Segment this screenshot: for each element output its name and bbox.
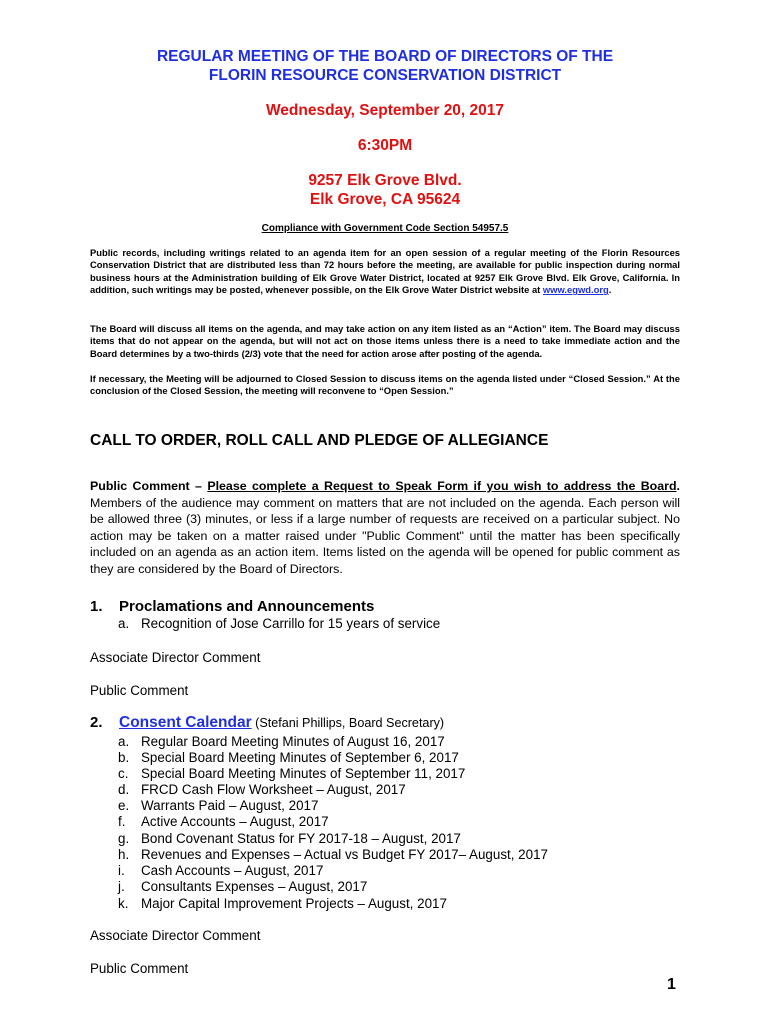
consent-item-letter: b. bbox=[118, 750, 130, 765]
consent-item-letter: f. bbox=[118, 814, 126, 829]
consent-item-text: Major Capital Improvement Projects – August, 2017 bbox=[141, 896, 447, 911]
item-1-heading bbox=[90, 598, 374, 615]
speak-form-period: . bbox=[676, 479, 680, 493]
consent-item bbox=[118, 814, 329, 830]
consent-item-text: FRCD Cash Flow Worksheet – August, 2017 bbox=[141, 782, 406, 797]
consent-item-letter: i. bbox=[118, 863, 125, 878]
consent-item bbox=[118, 734, 445, 750]
consent-item-letter: d. bbox=[118, 782, 130, 797]
consent-item-letter: g. bbox=[118, 831, 130, 846]
public-comment-label: Public Comment – bbox=[90, 479, 208, 493]
consent-item bbox=[118, 750, 459, 766]
call-to-order-heading: CALL TO ORDER, ROLL CALL AND PLEDGE OF ALLEGIANCE bbox=[90, 432, 549, 449]
item-1-subitem-text: Recognition of Jose Carrillo for 15 years of service bbox=[141, 616, 441, 631]
compliance-heading: Compliance with Government Code Section 54957.5 bbox=[261, 223, 509, 234]
consent-item-text: Consultants Expenses – August, 2017 bbox=[141, 879, 368, 894]
public-comment-body: Members of the audience may comment on matters that are not included on the agenda. Each person will be allowed three (3) minutes, or less if a large number of requests are received on a particular subject. No action may be taken on a matter raised under "Public Comment" until the matter has been specifically included on an agenda as an action item. Items listed on the agenda will be opened for public comment as they are considered by the Board of Directors. bbox=[90, 495, 680, 576]
item-2-heading bbox=[90, 714, 444, 732]
meeting-date: Wednesday, September 20, 2017 bbox=[265, 102, 505, 119]
consent-item-text: Special Board Meeting Minutes of September 6, 2017 bbox=[141, 750, 459, 765]
item-1-title: Proclamations and Announcements bbox=[119, 598, 375, 615]
item-1-subitem-letter: a. bbox=[118, 616, 130, 631]
item-2-number: 2. bbox=[90, 714, 103, 731]
consent-item bbox=[118, 847, 548, 863]
speak-form-request: Please complete a Request to Speak Form if you wish to address the Board bbox=[207, 479, 677, 493]
closed-session-paragraph: If necessary, the Meeting will be adjourned to Closed Session to discuss items on the agenda listed under “Closed Session.” At the conclusion of the Closed Session, the meeting will reconvene to “Open Session.” bbox=[90, 373, 680, 397]
consent-item bbox=[118, 896, 447, 912]
consent-item bbox=[118, 831, 461, 847]
board-discussion-paragraph: The Board will discuss all items on the agenda, and may take action on any item listed as an “Action” item. The Board may discuss items that do not appear on the agenda, but will not act on those items unless there is a need to take immediate action and the Board determines by a two-thirds (2/3) vote that the need for action arose after posting of the agenda. bbox=[90, 323, 680, 359]
consent-item-letter: a. bbox=[118, 734, 130, 749]
consent-item-letter: e. bbox=[118, 798, 130, 813]
item-1-number: 1. bbox=[90, 598, 103, 615]
consent-item bbox=[118, 879, 367, 895]
meeting-time: 6:30PM bbox=[357, 137, 413, 154]
meeting-address-line-1: 9257 Elk Grove Blvd. bbox=[308, 172, 462, 189]
agenda-title-line-2: FLORIN RESOURCE CONSERVATION DISTRICT bbox=[208, 67, 562, 84]
consent-item-letter: k. bbox=[118, 896, 129, 911]
consent-item bbox=[118, 798, 318, 814]
consent-item-letter: h. bbox=[118, 847, 130, 862]
public-records-text: Public records, including writings related to an agenda item for an open session of a regular meeting of the Florin Resources Conservation District that are distributed less than 72 hours before the meeting, are available for public inspection during normal business hours at the Administration building of Elk Grove Water District, located at 9257 Elk Grove Blvd. Elk Grove, California. In addition, such writings may be posted, whenever possible, on the Elk Grove Water District website at bbox=[90, 247, 680, 296]
item-2-public-comment: Public Comment bbox=[90, 961, 189, 976]
consent-item-text: Revenues and Expenses – Actual vs Budget FY 2017– August, 2017 bbox=[141, 847, 548, 862]
item-1-director-comment: Associate Director Comment bbox=[90, 650, 261, 665]
consent-item-text: Regular Board Meeting Minutes of August 16, 2017 bbox=[141, 734, 445, 749]
consent-item-text: Warrants Paid – August, 2017 bbox=[141, 798, 319, 813]
consent-item-letter: c. bbox=[118, 766, 129, 781]
consent-item bbox=[118, 766, 465, 782]
consent-calendar-presenter: (Stefani Phillips, Board Secretary) bbox=[251, 716, 445, 730]
public-records-period: . bbox=[608, 284, 612, 296]
item-1-subitem bbox=[118, 616, 440, 632]
egwd-website-link[interactable]: www.egwd.org bbox=[542, 284, 609, 296]
consent-item-text: Cash Accounts – August, 2017 bbox=[141, 863, 324, 878]
public-comment-paragraph bbox=[90, 478, 680, 578]
item-1-public-comment: Public Comment bbox=[90, 683, 189, 698]
public-records-paragraph bbox=[90, 247, 680, 297]
consent-item-text: Bond Covenant Status for FY 2017-18 – August, 2017 bbox=[141, 831, 461, 846]
consent-item bbox=[118, 863, 323, 879]
meeting-address-line-2: Elk Grove, CA 95624 bbox=[309, 191, 461, 208]
consent-item-text: Active Accounts – August, 2017 bbox=[141, 814, 329, 829]
item-2-director-comment: Associate Director Comment bbox=[90, 928, 261, 943]
consent-item bbox=[118, 782, 406, 798]
consent-item-text: Special Board Meeting Minutes of September 11, 2017 bbox=[141, 766, 466, 781]
page-number: 1 bbox=[667, 976, 676, 993]
agenda-title-line-1: REGULAR MEETING OF THE BOARD OF DIRECTORS OF THE bbox=[156, 48, 614, 65]
consent-item-letter: j. bbox=[118, 879, 125, 894]
consent-calendar-link[interactable]: Consent Calendar bbox=[119, 714, 252, 731]
